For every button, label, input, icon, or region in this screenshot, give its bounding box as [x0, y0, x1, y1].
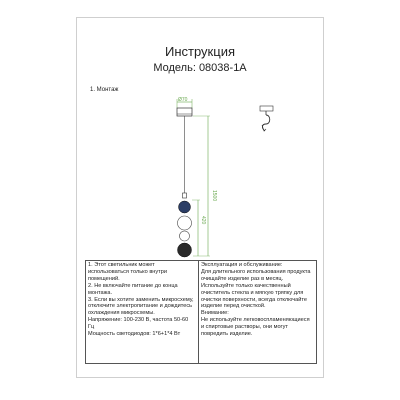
- safety-note-3: 3. Если вы хотите заменить микросхему, отключите электропитание и дождитесь охлаждения микросхемы.: [88, 296, 194, 317]
- model-number: Модель: 08038-1A: [153, 62, 247, 74]
- body-dimension-label: 420: [200, 216, 206, 225]
- clear-sphere-middle: [180, 231, 190, 241]
- section-label: 1. Монтаж: [90, 87, 119, 93]
- safety-note-2: 2. Не включайте питание до конца монтажа.: [88, 282, 178, 296]
- warning-heading: Внимание:: [201, 310, 229, 317]
- navy-sphere: [179, 201, 191, 213]
- power-spec: Мощность светодиодов: 1*6+1*4 Вт: [88, 331, 181, 338]
- ceiling-hook-icon: [260, 106, 273, 131]
- width-dimension-label: Ø70: [178, 97, 188, 103]
- safety-note-1: 1. Этот светильник может использоваться только внутри помещений.: [88, 262, 167, 282]
- maintenance-heading: Эксплуатация и обслуживание:: [201, 262, 283, 268]
- maintenance-text-1: Для длительного использования продукта очищайте изделие раз в месяц.: [201, 268, 311, 282]
- ceiling-canopy: [177, 108, 192, 116]
- lamp-diagram: [77, 18, 325, 278]
- maintenance-text-2: Используйте только качественный очиститель стекла и мягкую тряпку для очистки поверхности, всегда отключайте изделие перед очисткой.: [201, 282, 307, 310]
- safety-notes-column: [86, 261, 199, 363]
- voltage-spec: Напряжение: 100-230 В, частота 50-60 Гц: [88, 317, 189, 331]
- dark-sphere: [178, 243, 192, 257]
- clear-sphere-upper: [178, 216, 192, 230]
- maintenance-column: [199, 261, 316, 363]
- cable-clip: [183, 193, 187, 198]
- instruction-sheet: [76, 17, 324, 378]
- instructions-table: [85, 260, 317, 364]
- warning-text: Не используйте легковоспламеняющиеся и спиртовые растворы, они могут повредить изделие.: [201, 317, 310, 338]
- height-dimension-label: 1500: [211, 190, 217, 202]
- page-title: Инструкция: [165, 44, 235, 59]
